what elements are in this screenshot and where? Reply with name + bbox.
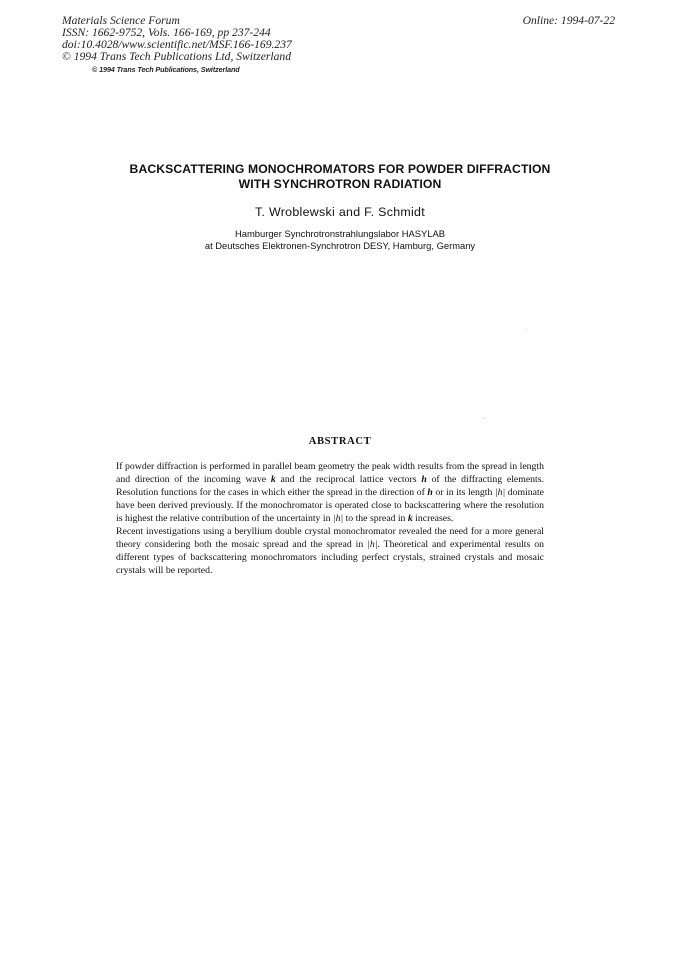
text-span: If powder diffraction is performed in parallel beam geometry the peak width results from the spread in length and direction of the incoming wave <box>116 461 544 485</box>
journal-copyright: © 1994 Trans Tech Publications Ltd, Switzerland <box>62 50 292 63</box>
abstract-heading: ABSTRACT <box>308 436 372 447</box>
text-span: increases. <box>412 513 454 524</box>
abstract-paragraph-2 <box>116 525 544 577</box>
vector-k: k <box>270 474 276 485</box>
paper-authors: T. Wroblewski and F. Schmidt <box>255 205 425 219</box>
paper-title-line-1: BACKSCATTERING MONOCHROMATORS FOR POWDER DIFFRACTION <box>129 162 551 176</box>
text-span: or in its length <box>432 487 495 498</box>
magnitude-h: |h| <box>332 513 344 524</box>
scan-artifact <box>483 417 484 419</box>
magnitude-h: |h| <box>367 539 378 550</box>
text-span: of the diffracting elements. Resolution functions for the cases in which either the spread in the direction of <box>116 474 544 498</box>
text-span: and the reciprocal lattice vectors <box>275 474 422 485</box>
text-span: to the spread in <box>343 513 408 524</box>
affiliation-line-2: at Deutsches Elektronen-Synchrotron DESY, Hamburg, Germany <box>204 239 476 251</box>
text-span: Recent investigations using a beryllium double crystal monochromator revealed the need for a more general theory considering both the mosaic spread and the spread in <box>116 526 544 550</box>
paper-title-line-2: WITH SYNCHROTRON RADIATION <box>238 177 442 191</box>
affiliation-line-1: Hamburger Synchrotronstrahlungslabor HASYLAB <box>235 228 445 239</box>
paper-title <box>100 162 580 192</box>
abstract-paragraph-1 <box>116 460 544 525</box>
journal-doi: doi:10.4028/www.scientific.net/MSF.166-169.237 <box>62 38 292 51</box>
journal-issn: ISSN: 1662-9752, Vols. 166-169, pp 237-244 <box>62 26 271 39</box>
online-date: Online: 1994-07-22 <box>522 14 615 27</box>
text-span: dominate have been derived previously. If the monochromator is operated close to backscattering where the resolution is highest the relative contribution of the uncertainty in <box>116 487 544 524</box>
vector-h: h <box>421 474 427 485</box>
abstract-body <box>116 460 544 577</box>
magnitude-h: |h| <box>494 487 506 498</box>
author-affiliation <box>100 228 580 251</box>
vector-h: h <box>427 487 433 498</box>
journal-citation-block <box>62 15 292 63</box>
original-copyright: © 1994 Trans Tech Publications, Switzerland <box>92 65 240 74</box>
text-span: . Theoretical and experimental results on different types of backscattering monochromators including perfect crystals, strained crystals and mosaic crystals will be reported. <box>116 539 544 576</box>
vector-k: k <box>407 513 413 524</box>
journal-name: Materials Science Forum <box>62 14 180 27</box>
scan-artifact <box>526 329 527 331</box>
